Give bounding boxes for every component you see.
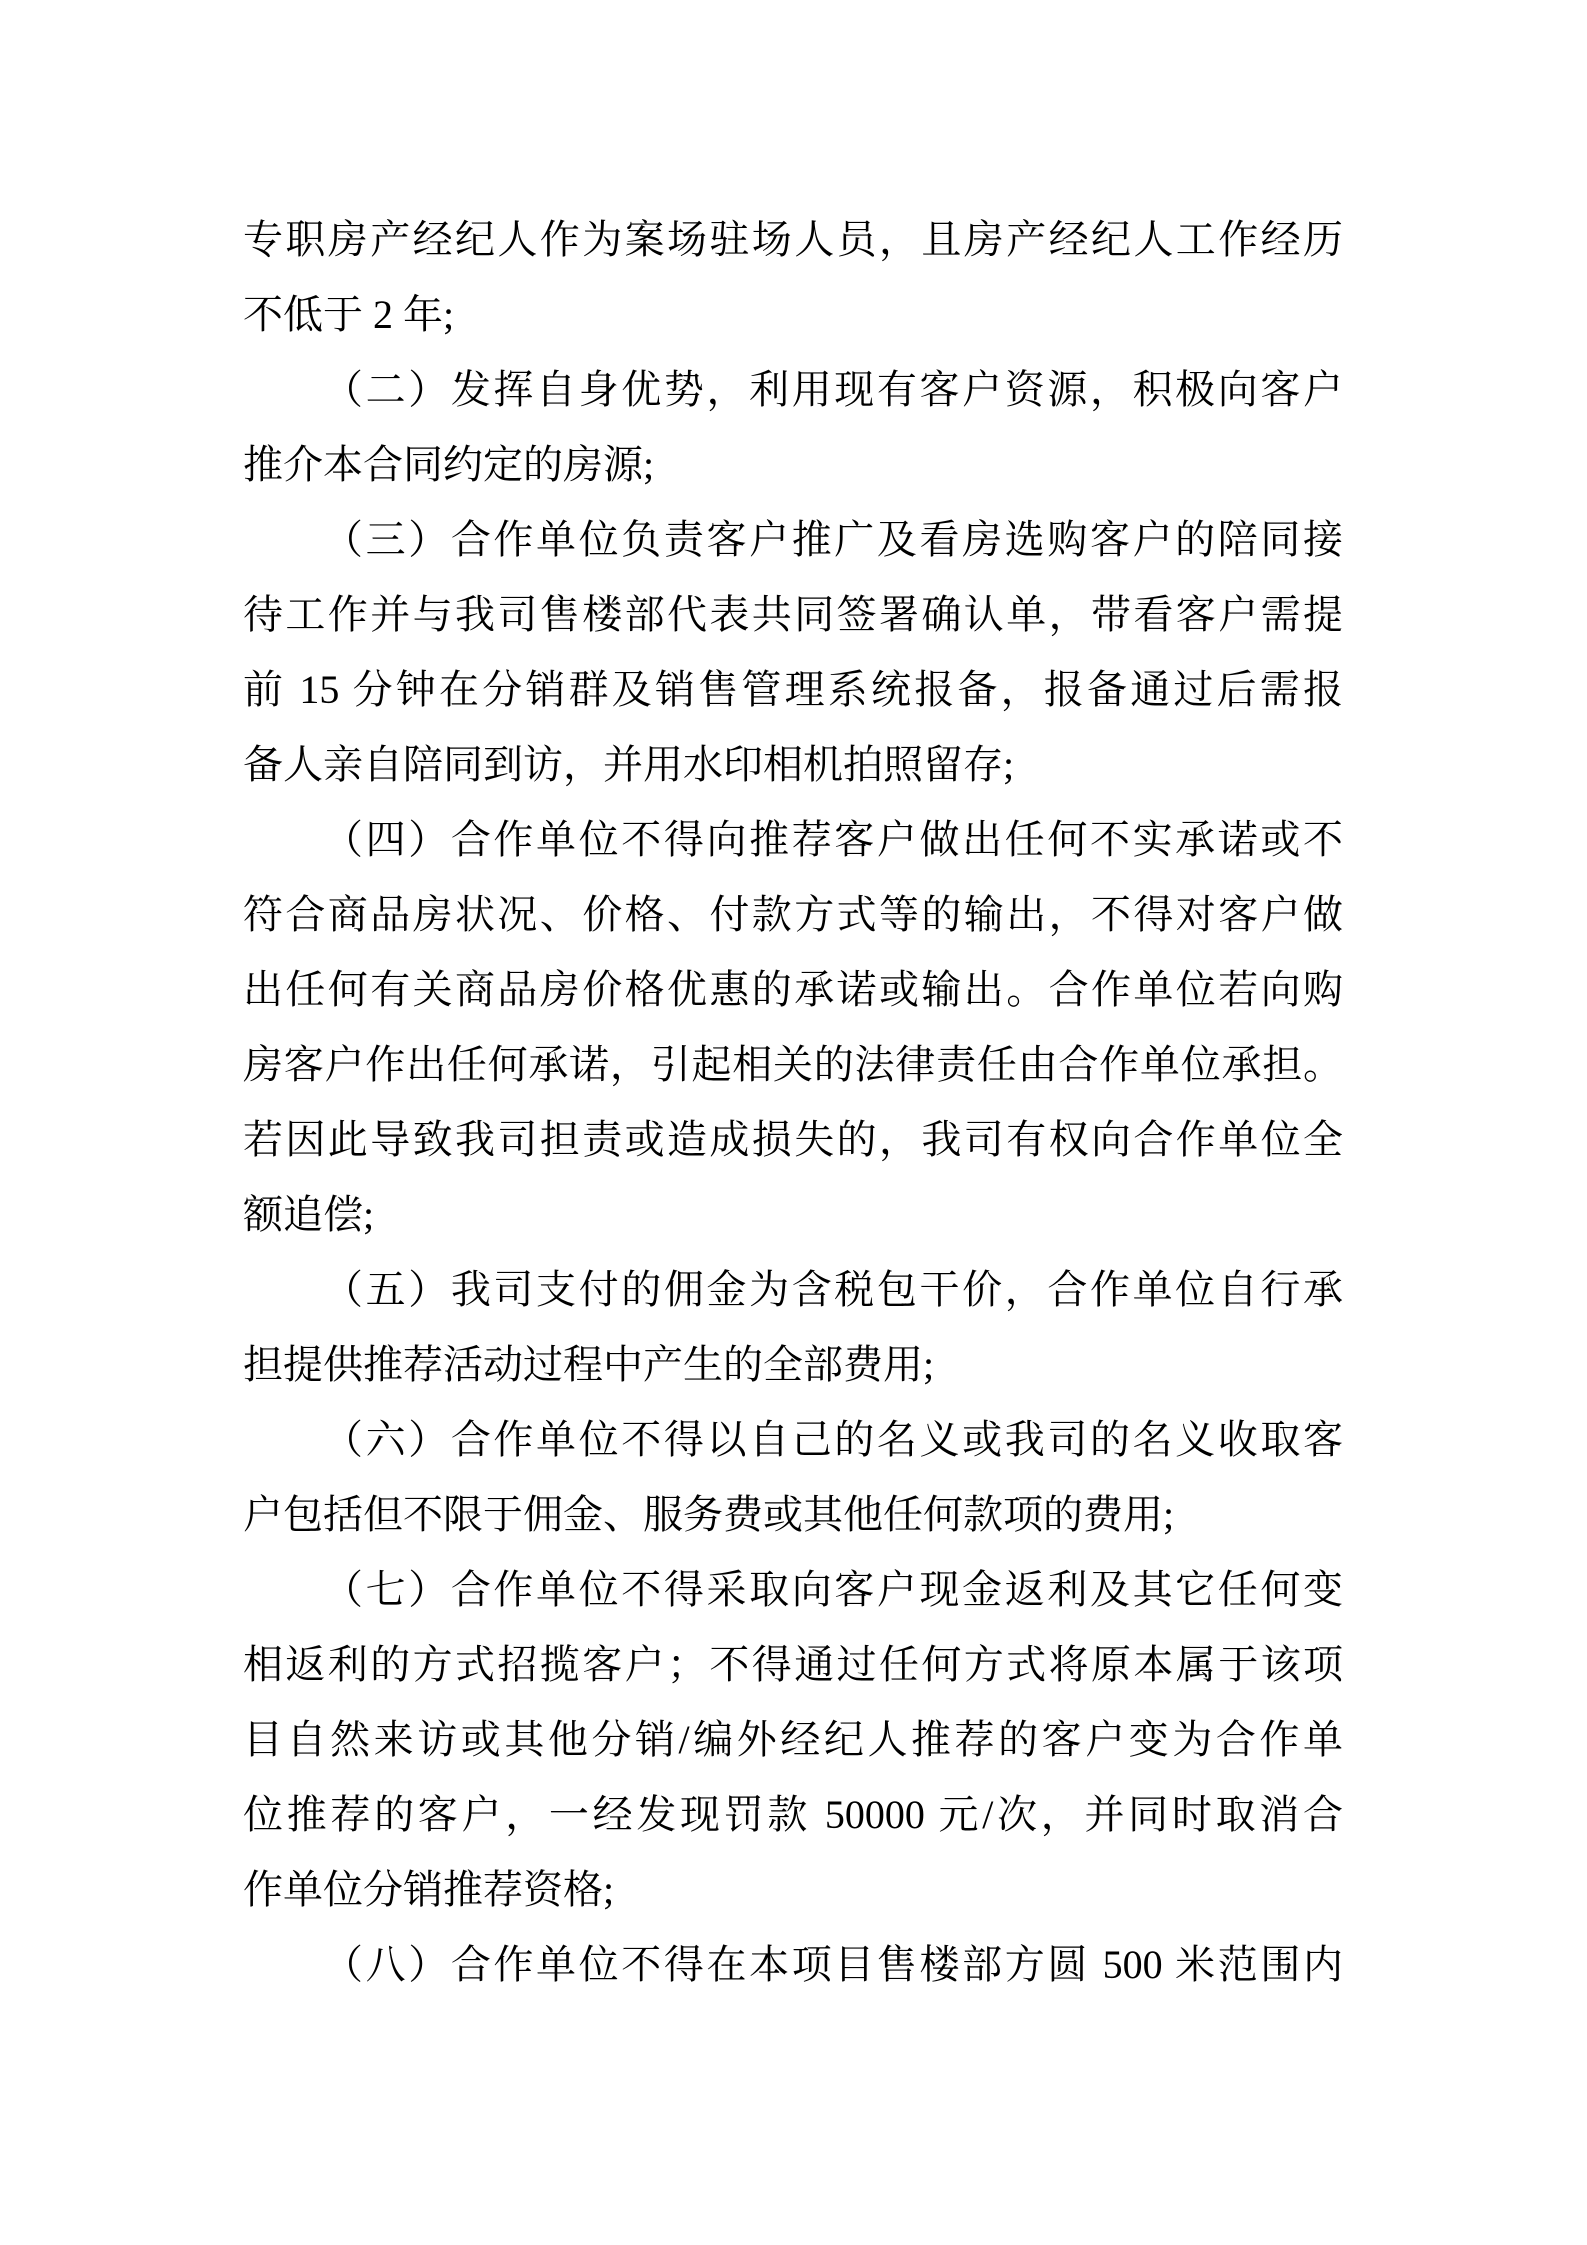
text-line: 相返利的方式招揽客户；不得通过任何方式将原本属于该项 [243, 1642, 1343, 1687]
text-line: 作单位分销推荐资格; [243, 1867, 615, 1912]
text-line: 不低于 2 年; [243, 292, 455, 337]
text-line: （五）我司支付的佣金为含税包干价，合作单位自行承 [323, 1267, 1343, 1312]
text-line: 担提供推荐活动过程中产生的全部费用; [243, 1342, 935, 1387]
text-line: 符合商品房状况、价格、付款方式等的输出，不得对客户做 [243, 892, 1343, 937]
text-line: （三）合作单位负责客户推广及看房选购客户的陪同接 [323, 517, 1343, 562]
text-line: 专职房产经纪人作为案场驻场人员，且房产经纪人工作经历 [243, 217, 1343, 262]
contract-body-text [243, 202, 1343, 2002]
text-line: 推介本合同约定的房源; [243, 442, 655, 487]
text-line: 若因此导致我司担责或造成损失的，我司有权向合作单位全 [243, 1117, 1343, 1162]
text-line: （七）合作单位不得采取向客户现金返利及其它任何变 [323, 1567, 1343, 1612]
text-line: （四）合作单位不得向推荐客户做出任何不实承诺或不 [323, 817, 1343, 862]
text-line: 房客户作出任何承诺，引起相关的法律责任由合作单位承担。 [243, 1042, 1343, 1087]
text-line: 备人亲自陪同到访，并用水印相机拍照留存; [243, 742, 1015, 787]
text-line: 额追偿; [243, 1192, 375, 1237]
text-line: 出任何有关商品房价格优惠的承诺或输出。合作单位若向购 [243, 967, 1343, 1012]
text-line: （二）发挥自身优势，利用现有客户资源，积极向客户 [323, 367, 1343, 412]
text-line: （八）合作单位不得在本项目售楼部方圆 500 米范围内 [323, 1942, 1343, 1987]
text-line: 位推荐的客户，一经发现罚款 50000 元/次，并同时取消合 [243, 1792, 1343, 1837]
text-line: （六）合作单位不得以自己的名义或我司的名义收取客 [323, 1417, 1343, 1462]
text-line: 前 15 分钟在分销群及销售管理系统报备，报备通过后需报 [243, 667, 1343, 712]
text-line: 户包括但不限于佣金、服务费或其他任何款项的费用; [243, 1492, 1175, 1537]
text-line: 目自然来访或其他分销/编外经纪人推荐的客户变为合作单 [243, 1717, 1343, 1762]
text-line: 待工作并与我司售楼部代表共同签署确认单，带看客户需提 [243, 592, 1343, 637]
